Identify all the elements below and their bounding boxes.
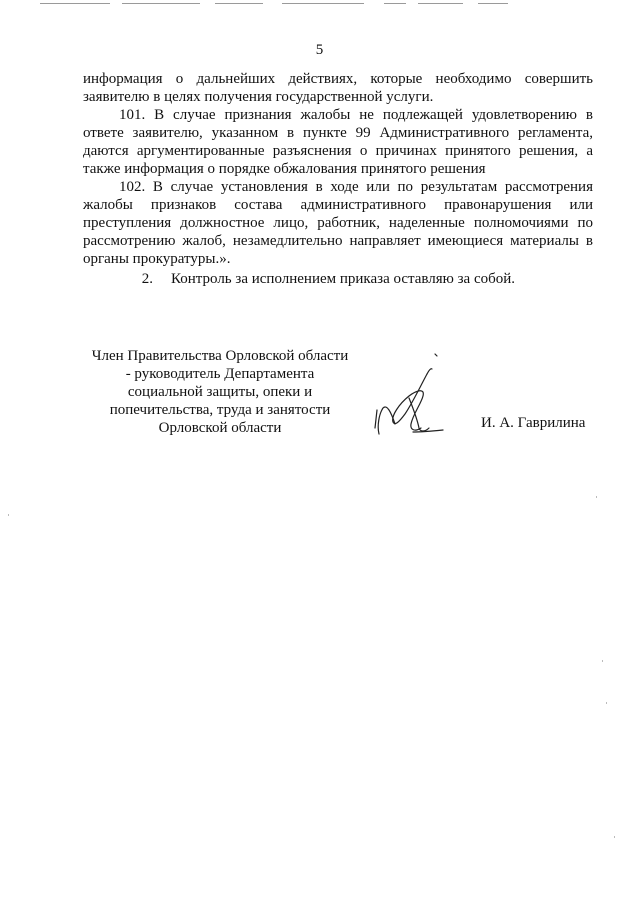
scan-artifact-top — [122, 3, 200, 4]
scan-artifact-top — [418, 3, 463, 4]
paragraph-102: 102. В случае установления в ходе или по результатам рассмотрения жалобы признаков состава административного правонарушения или преступления должностное лицо, работник, наделенные полномочиями по рассмотрению жалоб, незамедлительно направляет имеющиеся материалы в органы прокуратуры.». — [83, 179, 593, 267]
handwritten-signature-icon — [365, 352, 455, 442]
signatory-title-line: Орловской области — [158, 420, 282, 436]
scan-artifact-top — [384, 3, 406, 4]
order-item-number: 2. — [141, 271, 153, 287]
signatory-title-line: попечительства, труда и занятости — [109, 402, 331, 418]
scan-speck — [606, 702, 607, 704]
order-item-text: Контроль за исполнением приказа оставляю за собой. — [171, 271, 516, 287]
scan-artifact-top — [40, 3, 110, 4]
scan-speck — [614, 836, 615, 838]
signer-name: И. А. Гаврилина — [481, 415, 586, 431]
paragraph-continuation: информация о дальнейших действиях, которые необходимо совершить заявителю в целях получения государственной услуги. — [83, 71, 593, 105]
scan-artifact-top — [282, 3, 364, 4]
page-number: 5 — [315, 42, 324, 58]
scan-speck — [596, 496, 597, 498]
scan-speck — [602, 660, 603, 662]
document-body — [83, 70, 593, 288]
signatory-title-line: Член Правительства Орловской области — [91, 348, 349, 364]
signatory-title-line: - руководитель Департамента — [125, 366, 315, 382]
signatory-title — [75, 347, 365, 437]
scan-artifact-top — [478, 3, 508, 4]
order-item-2 — [83, 270, 593, 288]
scan-speck — [8, 514, 9, 516]
scan-artifact-top — [215, 3, 263, 4]
paragraph-101: 101. В случае признания жалобы не подлежащей удовлетворению в ответе заявителю, указанном в пункте 99 Административного регламента, даются аргументированные разъяснения о причинах принятого решения, а также информация о порядке обжалования принятого решения — [83, 107, 593, 177]
signatory-title-line: социальной защиты, опеки и — [127, 384, 313, 400]
